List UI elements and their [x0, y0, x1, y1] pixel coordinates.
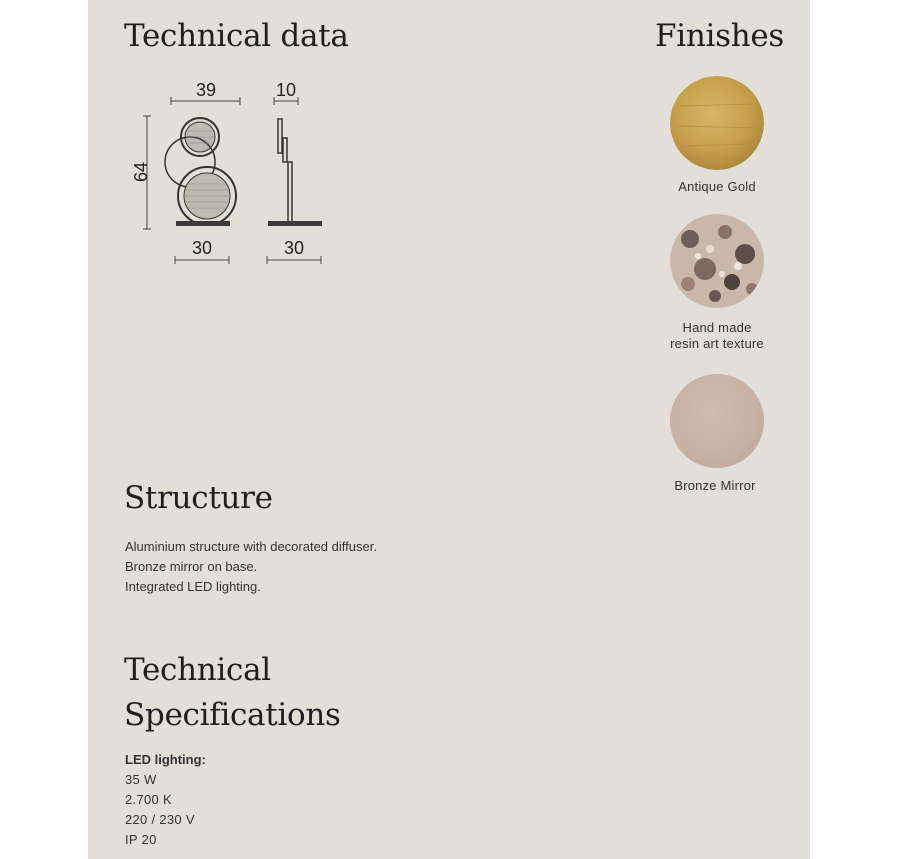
structure-line: Bronze mirror on base. [125, 559, 258, 574]
structure-line: Integrated LED lighting. [125, 579, 261, 594]
technical-specifications-heading [124, 648, 444, 738]
led-lighting-label: LED lighting: [125, 752, 206, 767]
spec-heading-line2: Specifications [124, 697, 341, 733]
spec-power: 35 W [125, 772, 157, 787]
structure-description [125, 537, 377, 597]
dim-base-front-label: 30 [191, 238, 213, 258]
bronze-mirror-swatch[interactable] [670, 374, 764, 468]
structure-heading: Structure [124, 480, 273, 516]
spec-ip-rating: IP 20 [125, 832, 157, 847]
technical-data-heading: Technical data [124, 18, 349, 54]
technical-drawing [120, 76, 350, 271]
spec-color-temperature: 2.700 K [125, 792, 172, 807]
finishes-heading: Finishes [655, 18, 785, 54]
structure-line: Aluminium structure with decorated diffuser. [125, 539, 377, 554]
dim-base-side-label: 30 [283, 238, 305, 258]
antique-gold-swatch[interactable] [670, 76, 764, 170]
resin-art-label [637, 320, 797, 352]
spec-heading-line1: Technical [124, 652, 271, 688]
resin-art-label-line2: resin art texture [670, 336, 764, 351]
bronze-mirror-label: Bronze Mirror [674, 478, 756, 493]
resin-art-swatch[interactable] [670, 214, 764, 308]
resin-art-label-line1: Hand made [682, 320, 752, 335]
led-spec-list [125, 750, 206, 850]
spec-voltage: 220 / 230 V [125, 812, 195, 827]
dim-depth-label: 10 [275, 80, 297, 100]
dim-height-label: 64 [130, 161, 151, 183]
antique-gold-label: Antique Gold [678, 179, 756, 194]
dim-width-label: 39 [195, 80, 217, 100]
